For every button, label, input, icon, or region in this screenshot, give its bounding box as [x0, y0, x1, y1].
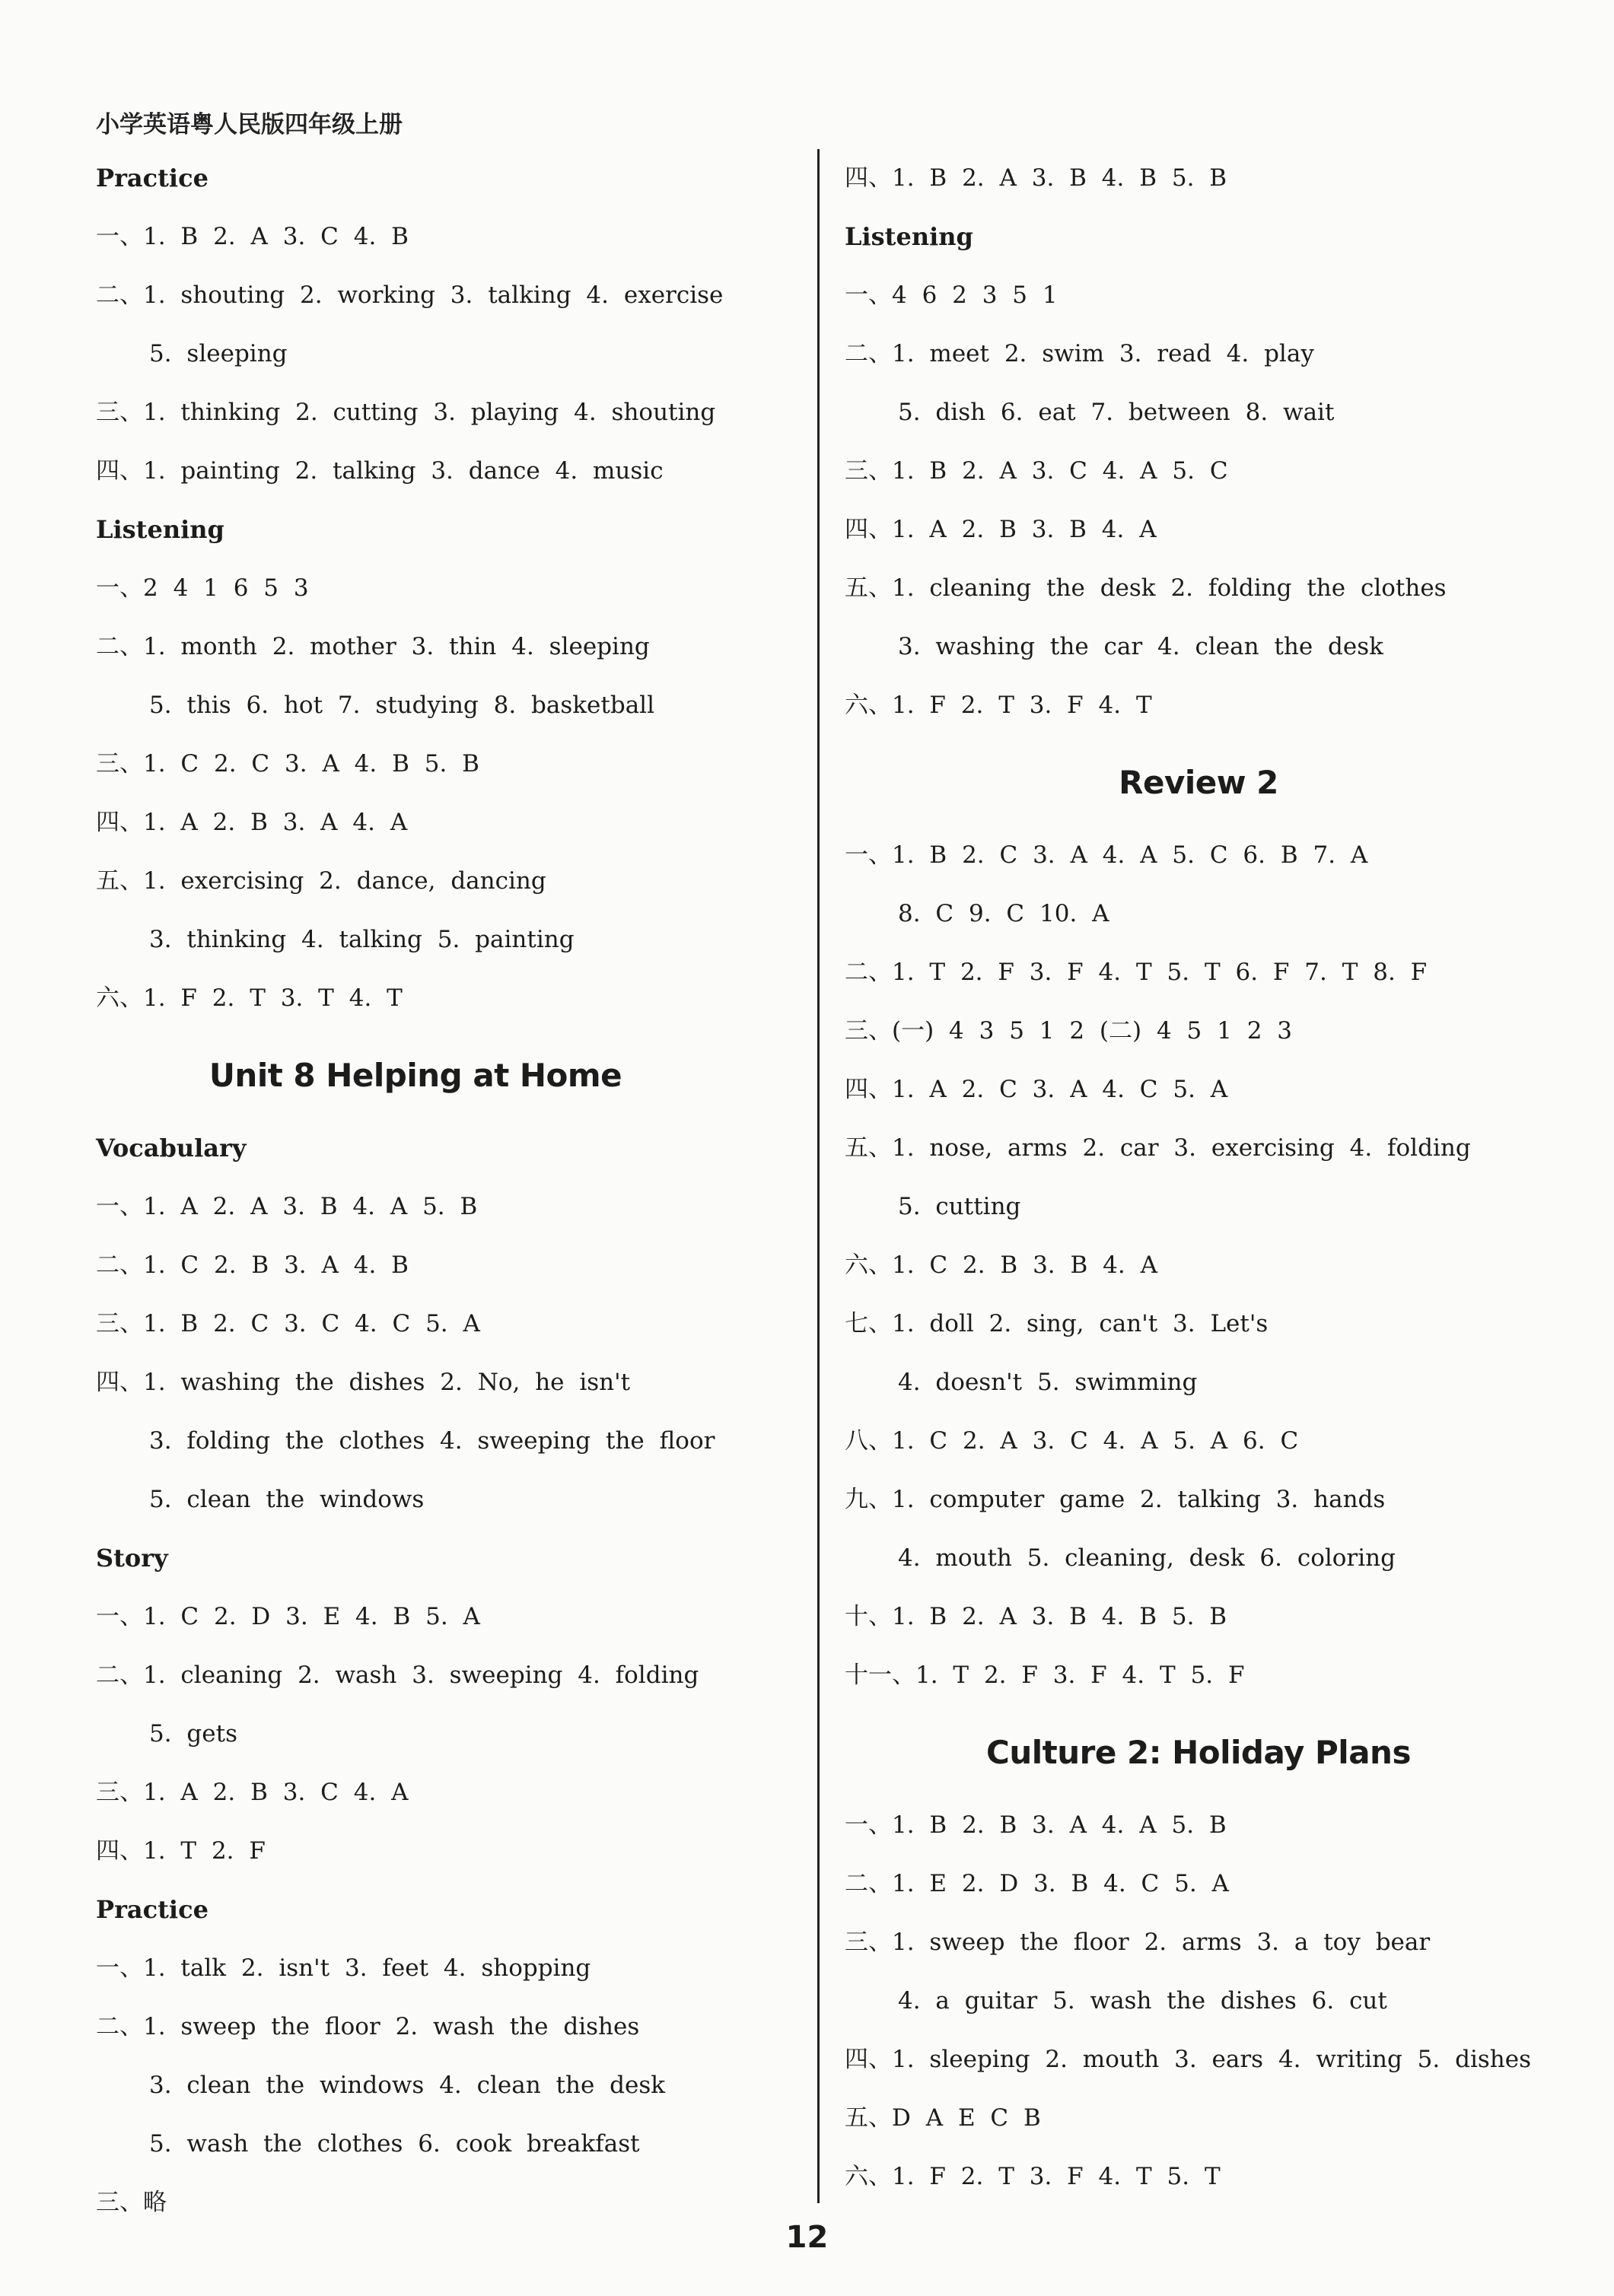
answer-line: 六、1. F 2. T 3. F 4. T — [845, 692, 1152, 719]
answer-line: 十、1. B 2. A 3. B 4. B 5. B — [845, 1603, 1227, 1630]
answer-line: 六、1. C 2. B 3. B 4. A — [845, 1251, 1157, 1279]
answer-line: 一、1. B 2. C 3. A 4. A 5. C 6. B 7. A — [845, 841, 1368, 869]
answer-line: 3. clean the windows 4. clean the desk — [149, 2072, 666, 2099]
answer-line: 5. gets — [149, 1720, 237, 1747]
section-title: Culture 2: Holiday Plans — [986, 1734, 1411, 1771]
answer-line: 3. folding the clothes 4. sweeping the floor — [149, 1427, 715, 1455]
answer-line: 三、略 — [96, 2189, 167, 2216]
answer-line: 一、1. B 2. A 3. C 4. B — [96, 223, 409, 250]
answer-line: 一、1. talk 2. isn't 3. feet 4. shopping — [96, 1954, 591, 1982]
answer-line: 四、1. washing the dishes 2. No, he isn't — [96, 1369, 631, 1396]
subsection-heading: Listening — [96, 515, 224, 544]
answer-line: 四、1. painting 2. talking 3. dance 4. music — [96, 457, 664, 485]
column-divider — [817, 149, 820, 2203]
answer-line: 5. dish 6. eat 7. between 8. wait — [898, 399, 1335, 426]
right-answer-column — [845, 149, 1552, 2206]
answer-line: 一、1. A 2. A 3. B 4. A 5. B — [96, 1193, 478, 1220]
answer-line: 8. C 9. C 10. A — [898, 900, 1109, 927]
answer-line: 八、1. C 2. A 3. C 4. A 5. A 6. C — [845, 1427, 1299, 1455]
answer-line: 5. clean the windows — [149, 1486, 425, 1513]
answer-line: 4. a guitar 5. wash the dishes 6. cut — [898, 1987, 1387, 2015]
answer-line: 四、1. A 2. C 3. A 4. C 5. A — [845, 1076, 1228, 1103]
answer-line: 4. doesn't 5. swimming — [898, 1369, 1198, 1396]
answer-line: 二、1. cleaning 2. wash 3. sweeping 4. folding — [96, 1662, 699, 1689]
answer-line: 一、4 6 2 3 5 1 — [845, 281, 1058, 309]
answer-line: 二、1. E 2. D 3. B 4. C 5. A — [845, 1870, 1229, 1897]
answer-line: 九、1. computer game 2. talking 3. hands — [845, 1486, 1386, 1513]
subsection-heading: Vocabulary — [96, 1134, 247, 1162]
answer-line: 五、1. nose, arms 2. car 3. exercising 4. folding — [845, 1134, 1471, 1162]
answer-line: 五、1. cleaning the desk 2. folding the clothes — [845, 574, 1447, 602]
answer-line: 二、1. shouting 2. working 3. talking 4. exercise — [96, 281, 724, 309]
answer-line: 一、1. B 2. B 3. A 4. A 5. B — [845, 1811, 1227, 1839]
section-title: Review 2 — [1119, 764, 1278, 801]
answer-line: 四、1. sleeping 2. mouth 3. ears 4. writing 5. dishes — [845, 2046, 1531, 2073]
answer-line: 5. sleeping — [149, 340, 288, 367]
answer-line: 六、1. F 2. T 3. T 4. T — [96, 984, 403, 1012]
answer-line: 五、D A E C B — [845, 2104, 1041, 2132]
answer-line: 5. cutting — [898, 1193, 1021, 1220]
answer-line: 四、1. B 2. A 3. B 4. B 5. B — [845, 164, 1227, 192]
answer-line: 5. wash the clothes 6. cook breakfast — [149, 2130, 640, 2158]
answer-line: 三、1. B 2. C 3. C 4. C 5. A — [96, 1310, 480, 1337]
page-number: 12 — [785, 2220, 829, 2255]
answer-line: 十一、1. T 2. F 3. F 4. T 5. F — [845, 1662, 1245, 1689]
answer-line: 四、1. A 2. B 3. A 4. A — [96, 809, 408, 836]
answer-line: 二、1. month 2. mother 3. thin 4. sleeping — [96, 633, 650, 660]
subsection-heading: Listening — [845, 222, 973, 251]
subsection-heading: Practice — [96, 1895, 209, 1924]
answer-line: 三、1. B 2. A 3. C 4. A 5. C — [845, 457, 1228, 485]
book-title: 小学英语粤人民版四年级上册 — [96, 111, 403, 138]
answer-line: 三、1. C 2. C 3. A 4. B 5. B — [96, 750, 479, 778]
answer-line: 三、(一) 4 3 5 1 2 (二) 4 5 1 2 3 — [845, 1017, 1293, 1045]
answer-line: 三、1. A 2. B 3. C 4. A — [96, 1779, 409, 1806]
left-answer-column — [96, 149, 781, 2232]
answer-line: 4. mouth 5. cleaning, desk 6. coloring — [898, 1544, 1396, 1572]
answer-line: 3. thinking 4. talking 5. painting — [149, 926, 575, 953]
answer-line: 一、2 4 1 6 5 3 — [96, 574, 309, 602]
answer-line: 六、1. F 2. T 3. F 4. T 5. T — [845, 2163, 1221, 2190]
answer-line: 二、1. T 2. F 3. F 4. T 5. T 6. F 7. T 8. F — [845, 959, 1428, 986]
answer-line: 3. washing the car 4. clean the desk — [898, 633, 1383, 660]
answer-line: 三、1. thinking 2. cutting 3. playing 4. shouting — [96, 399, 716, 426]
answer-line: 5. this 6. hot 7. studying 8. basketball — [149, 692, 655, 719]
subsection-heading: Practice — [96, 164, 209, 192]
answer-line: 四、1. T 2. F — [96, 1837, 266, 1865]
answer-line: 五、1. exercising 2. dance, dancing — [96, 867, 546, 895]
section-title: Unit 8 Helping at Home — [209, 1057, 622, 1094]
subsection-heading: Story — [96, 1544, 168, 1573]
answer-line: 二、1. meet 2. swim 3. read 4. play — [845, 340, 1314, 367]
answer-line: 七、1. doll 2. sing, can't 3. Let's — [845, 1310, 1269, 1337]
answer-line: 一、1. C 2. D 3. E 4. B 5. A — [96, 1603, 480, 1630]
answer-line: 四、1. A 2. B 3. B 4. A — [845, 516, 1157, 543]
answer-line: 二、1. sweep the floor 2. wash the dishes — [96, 2013, 640, 2040]
answer-line: 三、1. sweep the floor 2. arms 3. a toy bear — [845, 1929, 1431, 1956]
answer-line: 二、1. C 2. B 3. A 4. B — [96, 1251, 409, 1279]
